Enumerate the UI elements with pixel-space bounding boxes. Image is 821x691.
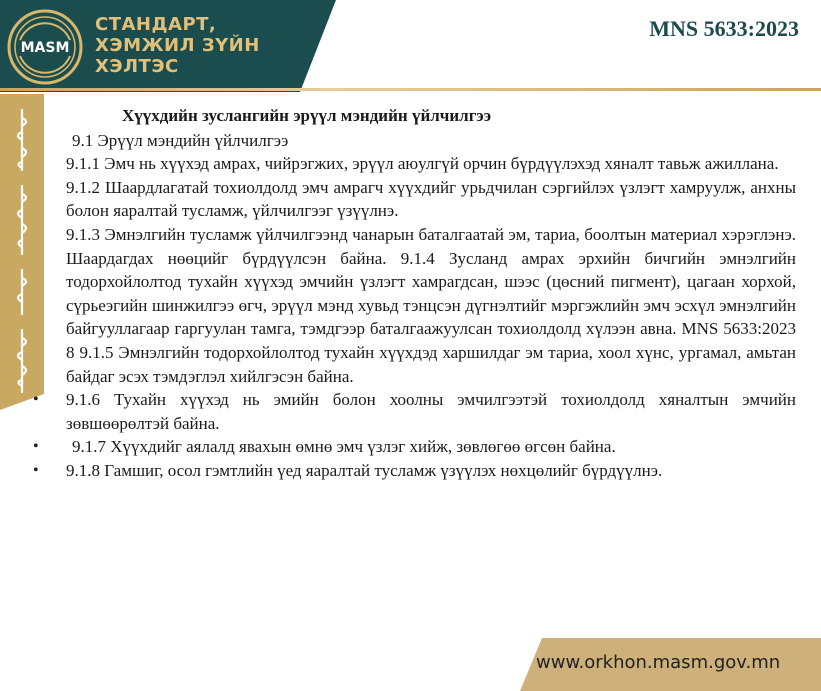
brand-line-1: СТАНДАРТ, xyxy=(95,14,217,35)
document-body xyxy=(66,104,796,483)
brand-line-2: ХЭМЖИЛ ЗҮЙН xyxy=(95,35,260,56)
masm-logo-icon xyxy=(6,8,84,86)
paragraph-9-1-3: 9.1.3 Эмнэлгийн тусламж үйлчилгээнд чанарын баталгаатай эм, тариа, боолтын материал хэрэглэнэ. Шаардагдах нөөцийг бүрдүүлсэн байна. 9.1.4 Зусланд амрах эрхийн бичгийн эмнэлгийн тодорхойлолтод тухайн хүүхэд эмчийн үзлэгт хамрагдсан, шээс (цөсний пигмент), цагаан хорхой, сүрьеэгийн шинжилгээ өгч, эрүүл мэнд хувьд тэнцсэн дүгнэлтийг мэргэжлийн эмч эсхүл эмнэлгийн байгууллагаар гаргуулан тамга, тэмдгээр баталгаажуулсан тохиолдолд хүлээн авна. MNS 5633:2023 8 9.1.5 Эмнэлгийн тодорхойлолтод тухайн хүүхдэд харшилдаг эм тариа, хоол хүнс, ургамал, амьтан байдаг эсэх тэмдэглэл хийлгэсэн байна. xyxy=(66,224,796,386)
document-code: MNS 5633:2023 xyxy=(649,16,799,41)
list-item: • 9.1.7 Хүүхдийг аялалд явахын өмнө эмч үзлэг хийж, зөвлөгөө өгсөн байна. xyxy=(66,435,796,459)
mongolian-script-emblem-icon xyxy=(6,104,38,400)
svg-text:MASM: MASM xyxy=(20,40,70,56)
brand-name xyxy=(95,14,260,77)
brand-line-3: ХЭЛТЭС xyxy=(95,56,179,77)
list-item: • 9.1.6 Тухайн хүүхэд нь эмийн болон хоолны эмчилгээтэй тохиолдолд хяналтын эмчийн зөвшөөрөлтэй байна. xyxy=(66,388,796,435)
header-divider xyxy=(0,88,821,91)
footer-website: www.orkhon.masm.gov.mn xyxy=(536,652,781,673)
section-subtitle: 9.1 Эрүүл мэндийн үйлчилгээ xyxy=(72,130,289,150)
bullet-list xyxy=(66,388,796,482)
paragraph-9-1-1: 9.1.1 Эмч нь хүүхэд амрах, чийрэгжих, эрүүл аюулгүй орчин бүрдүүлэхэд хяналт тавьж ажиллана. xyxy=(66,154,779,174)
section-title: Хүүхдийн зуслангийн эрүүл мэндийн үйлчилгээ xyxy=(122,106,492,125)
list-item: • 9.1.8 Гамшиг, осол гэмтлийн үед яаралтай тусламж үзүүлэх нөхцөлийг бүрдүүлнэ. xyxy=(66,459,796,483)
paragraph-9-1-2: 9.1.2 Шаардлагатай тохиолдолд эмч амрагч хүүхдийг урьдчилан сэргийлэх үзлэгт хамруулж, анхны болон яаралтай тусламж, үйлчилгээг үзүүлнэ. xyxy=(66,177,796,221)
